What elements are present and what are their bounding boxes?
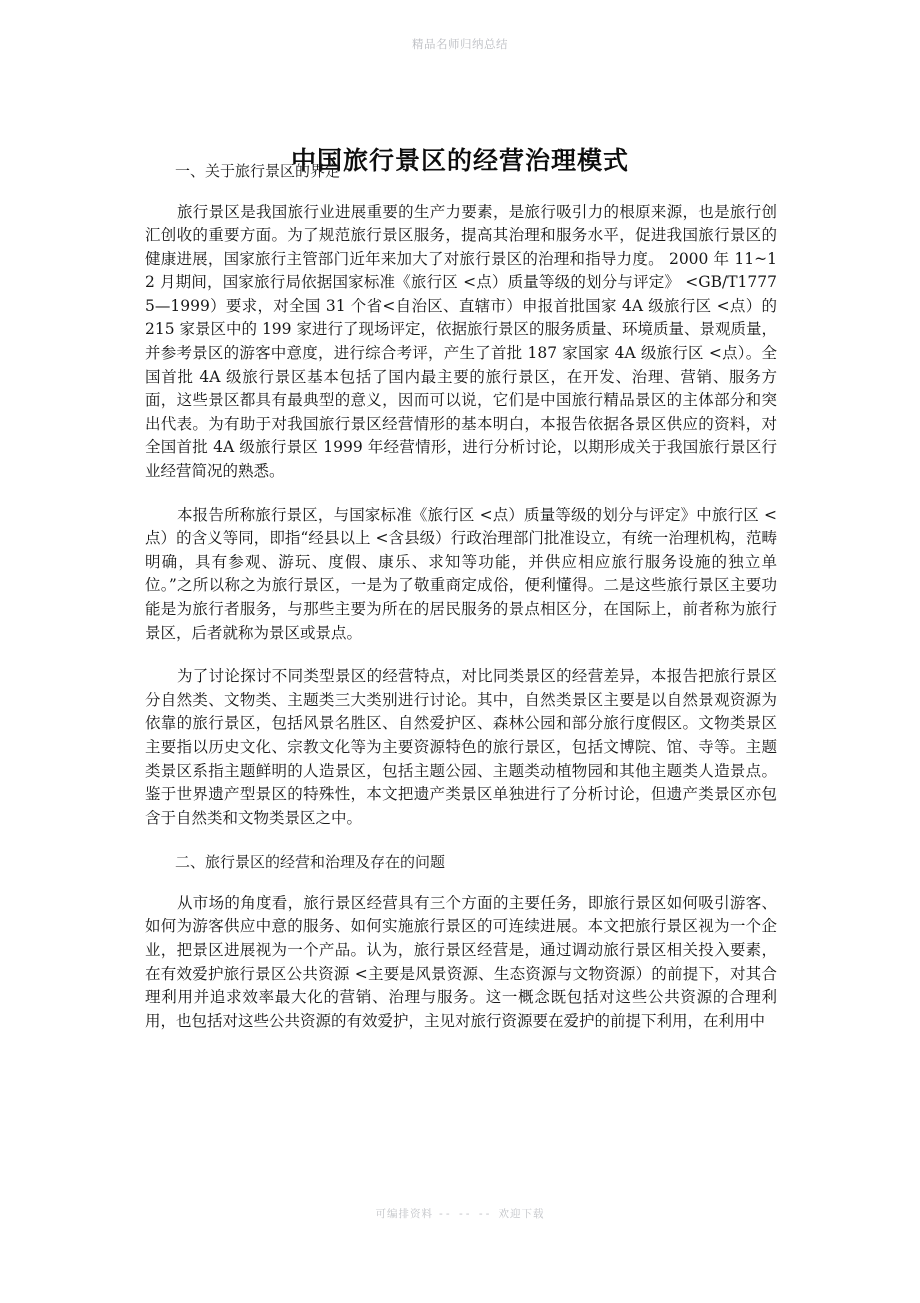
footer-right-label: 欢迎下载 xyxy=(498,1208,545,1220)
page-header-watermark: 精品名师归纳总结 xyxy=(412,37,508,51)
page-footer xyxy=(0,1206,920,1221)
section-heading-2: 二、旅行景区的经营和治理及存在的问题 xyxy=(175,853,446,872)
page-title: 中国旅行景区的经营治理模式 xyxy=(290,145,629,175)
spacer xyxy=(145,192,777,201)
spacer xyxy=(145,883,777,892)
footer-dashes: -- -- -- xyxy=(439,1208,493,1220)
paragraph-2: 本报告所称旅行景区，与国家标准《旅行区 <点）质量等级的划分与评定》中旅行区 <点）的含义等同，即指“经县以上 <含县级）行政治理部门批准设立，有统一治理机构，范畴明确，具有参观、游玩、度假、康乐、求知等功能，并供应相应旅行服务设施的独立单位。”之所以称之为旅行景区，一是为了敬重商定成俗，便利懂得。二是这些旅行景区主要功能是为旅行者服务，与那些主要为所在的居民服务的景点相区分，在国际上，前者称为旅行景区，后者就称为景区或景点。 xyxy=(145,505,777,642)
document-body xyxy=(145,160,777,1033)
paragraph-3: 为了讨论探讨不同类型景区的经营特点，对比同类景区的经营差异，本报告把旅行景区分自然类、文物类、主题类三大类别进行讨论。其中，自然类景区主要是以自然景观资源为依靠的旅行景区，包括风景名胜区、自然爱护区、森林公园和部分旅行度假区。文物类景区主要指以历史文化、宗教文化等为主要资源特色的旅行景区，包括文博院、馆、寺等。主题类景区系指主题鲜明的人造景区，包括主题公园、主题类动植物园和其他主题类人造景点。鉴于世界遗产型景区的特殊性，本文把遗产类景区单独进行了分析讨论，但遗产类景区亦包含于自然类和文物类景区之中。 xyxy=(145,667,777,827)
section-heading-1: 一、关于旅行景区的界定 xyxy=(175,162,341,180)
footer-left-label: 可编排资料 xyxy=(375,1208,434,1220)
paragraph-4: 从市场的角度看，旅行景区经营具有三个方面的主要任务，即旅行景区如何吸引游客、如何为游客供应中意的服务、如何实施旅行景区的可连续进展。本文把旅行景区视为一个企业，把景区进展视为一个产品。认为，旅行景区经营是，通过调动旅行景区相关投入要素，在有效爱护旅行景区公共资源 <主要是风景资源、生态资源与文物资源）的前提下，对其合理利用并追求效率最大化的营销、治理与服务。这一概念既包括对这些公共资源的合理利用，也包括对这些公共资源的有效爱护，主见对旅行资源要在爱护的前提下利用，在利用中 xyxy=(145,893,777,1030)
paragraph-1: 旅行景区是我国旅行业进展重要的生产力要素，是旅行吸引力的根原来源，也是旅行创汇创收的重要方面。为了规范旅行景区服务，提高其治理和服务水平，促进我国旅行景区的健康进展，国家旅行主管部门近年来加大了对旅行景区的治理和指导力度。 2000 年 11~12 月期间，国家旅行局依据国家标准《旅行区 <点）质量等级的划分与评定》 <GB/T17775—1999）要求，对全国 31 个省<自治区、直辖市）申报首批国家 4A 级旅行区 <点）的 215 家景区中的 199 家进行了现场评定，依据旅行景区的服务质量、环境质量、景观质量，并参考景区的游客中意度，进行综合考评，产生了首批 187 家国家 4A 级旅行区 <点）。全国首批 4A 级旅行景区基本包括了国内最主要的旅行景区，在开发、治理、营销、服务方面，这些景区都具有最典型的意义，因而可以说，它们是中国旅行精品景区的主体部分和突出代表。为有助于对我国旅行景区经营情形的基本明白，本报告依据各景区供应的资料，对全国首批 4A 级旅行景区 1999 年经营情形，进行分析讨论，以期形成关于我国旅行景区行业经营简况的熟悉。 xyxy=(145,202,777,481)
